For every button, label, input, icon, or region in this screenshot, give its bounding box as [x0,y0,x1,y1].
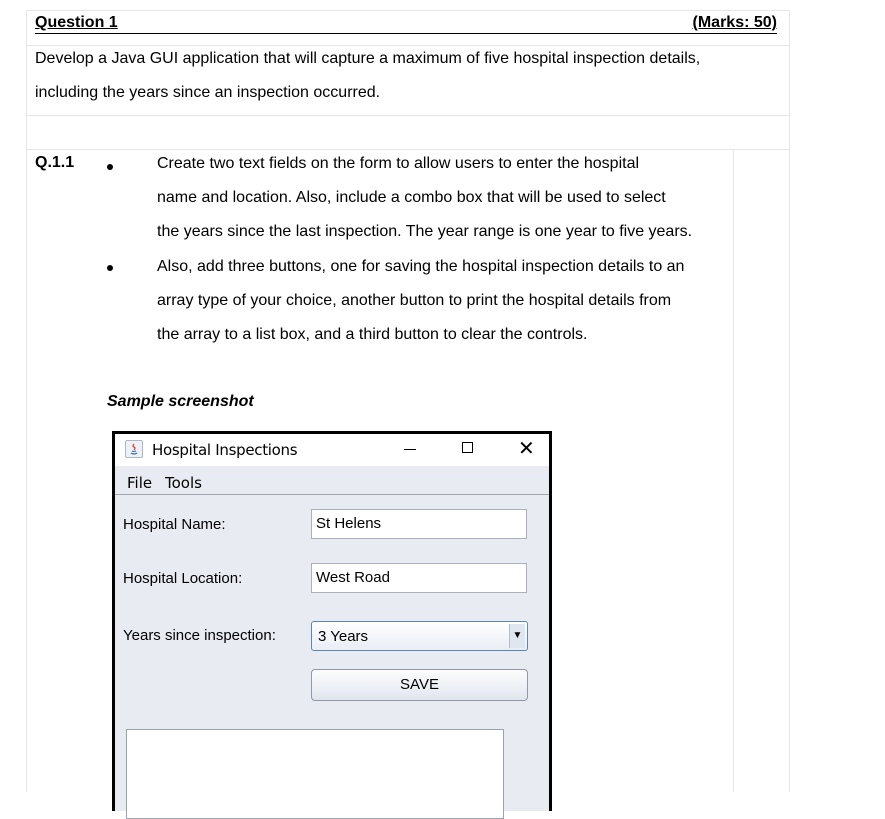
bullet-text-line: the years since the last inspection. The year range is one year to five years. [157,223,693,240]
table-row-divider [26,45,790,46]
java-app-icon [125,440,143,458]
bullet-text-line: array type of your choice, another button to print the hospital details from [157,292,672,309]
menu-tools[interactable]: Tools [165,474,202,492]
table-border-top [26,10,790,11]
bullet-icon [107,164,113,170]
question-underline [35,33,777,34]
years-since-inspection-label: Years since inspection: [123,627,276,644]
java-window [112,431,552,811]
menu-file[interactable]: File [127,474,153,492]
intro-line: Develop a Java GUI application that will capture a maximum of five hospital inspection details, [35,50,701,67]
close-icon[interactable]: ✕ [518,436,535,460]
question-title: Question 1 [35,14,118,31]
years-combo-box[interactable] [311,621,528,651]
chevron-down-icon[interactable]: ▼ [509,624,525,648]
bullet-icon [107,265,113,271]
maximize-icon[interactable] [462,442,473,453]
minimize-icon[interactable] [404,449,416,450]
window-title: Hospital Inspections [152,441,298,459]
inspection-list-box[interactable] [126,729,504,819]
table-row-divider [26,149,790,150]
intro-line: including the years since an inspection occurred. [35,84,381,101]
table-border-right [789,10,790,792]
hospital-name-field[interactable]: St Helens [311,509,527,539]
subquestion-number: Q.1.1 [35,154,75,171]
hospital-name-label: Hospital Name: [123,516,226,533]
save-button[interactable]: SAVE [311,669,528,701]
hospital-location-label: Hospital Location: [123,570,243,587]
bullet-text-line: name and location. Also, include a combo box that will be used to select [157,189,666,206]
window-titlebar[interactable] [115,434,549,466]
question-marks: (Marks: 50) [692,14,777,31]
bullet-text-line: the array to a list box, and a third button to clear the controls. [157,326,588,343]
table-border-left [26,10,27,792]
years-combo-value: 3 Years [318,628,369,645]
bullet-text-line: Also, add three buttons, one for saving the hospital inspection details to an [157,258,685,275]
table-row-divider [26,115,790,116]
menu-bar [115,466,549,495]
hospital-location-field[interactable]: West Road [311,563,527,593]
bullet-text-line: Create two text fields on the form to allow users to enter the hospital [157,155,640,172]
sample-caption: Sample screenshot [107,393,254,410]
table-column-divider [733,149,734,792]
